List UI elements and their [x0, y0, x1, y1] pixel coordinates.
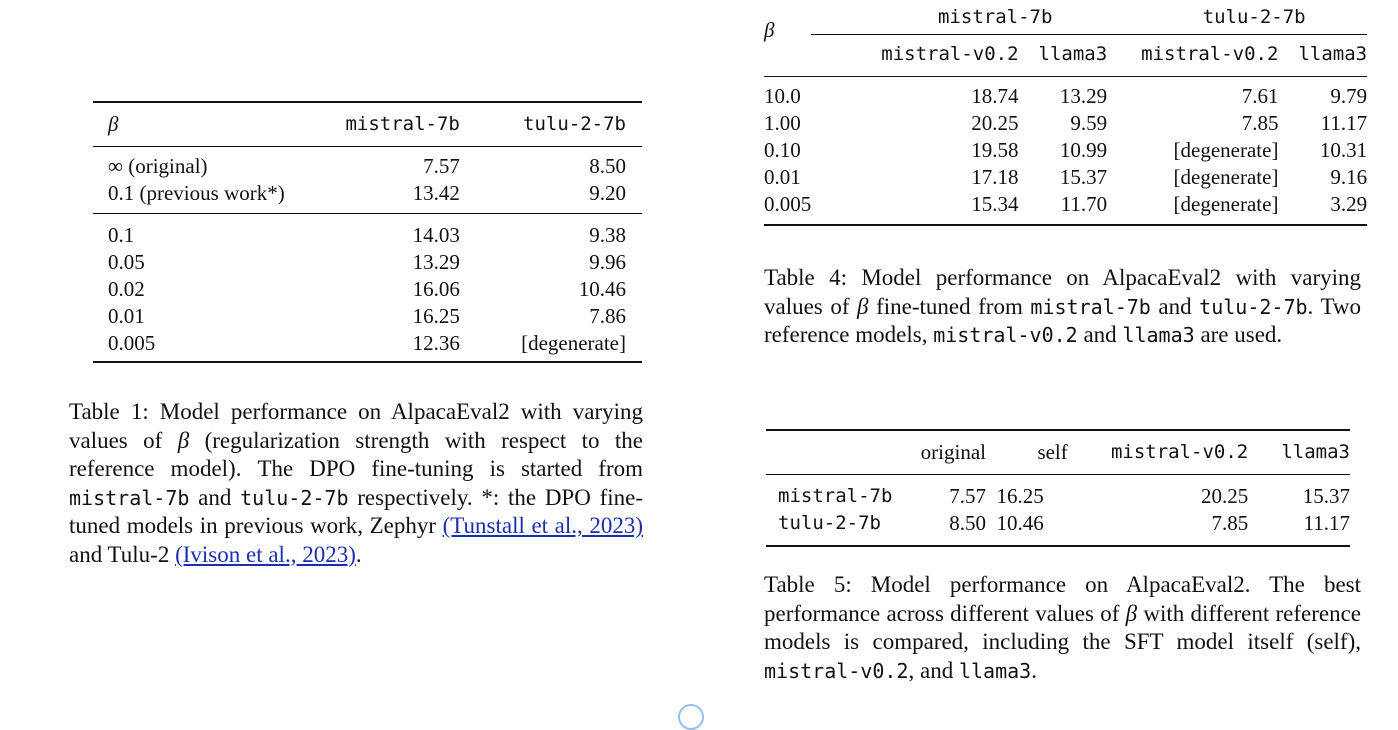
cell: 10.99: [1059, 138, 1108, 162]
table-row: [93, 180, 642, 214]
cell-best: 20.25: [971, 111, 1019, 135]
cell-best: 16.25: [412, 304, 460, 328]
table-row: [766, 510, 1350, 546]
cell: [degenerate]: [1173, 138, 1279, 162]
cell: 20.25: [1201, 484, 1249, 508]
cell: 13.42: [318, 180, 499, 214]
caption-text: and Tulu-2: [69, 541, 176, 567]
table-1: [93, 101, 642, 363]
col-mistral-7b: mistral-7b: [318, 102, 499, 147]
cell: 7.85: [1211, 511, 1249, 535]
row-label: 0.1: [108, 223, 135, 247]
model-name: mistral-v0.2: [764, 658, 909, 683]
model-name: llama3: [958, 658, 1032, 683]
row-label: 0.02: [108, 277, 145, 301]
caption-text: , and: [908, 657, 959, 683]
caption-text: . Two reference models,: [764, 293, 1361, 347]
beta-symbol: β: [177, 427, 190, 453]
row-label: 0.01: [108, 304, 145, 328]
row-label: 0.01: [764, 165, 801, 189]
cell: 7.57: [423, 154, 460, 178]
col-mistral-v0-2: mistral-v0.2: [1068, 430, 1248, 475]
row-label: mistral-7b: [778, 485, 893, 507]
model-name: mistral-7b: [69, 485, 190, 510]
row-label: tulu-2-7b: [778, 512, 881, 534]
cell: 7.61: [1241, 84, 1279, 108]
cell: 19.58: [971, 138, 1019, 162]
table-row: [764, 137, 1367, 164]
table-5-caption: [764, 571, 1361, 685]
model-name: llama3: [1122, 323, 1195, 347]
cell: 9.38: [589, 223, 626, 247]
cell: 9.59: [1070, 111, 1108, 135]
cell-best: 11.17: [1320, 111, 1368, 135]
cell: 11.17: [1303, 511, 1350, 535]
cell: 10.46: [996, 511, 1044, 535]
cell: 9.16: [1330, 165, 1368, 189]
caption-text: and: [189, 484, 241, 510]
col-llama3: llama3: [1278, 35, 1367, 77]
table-row: [93, 303, 642, 330]
row-label: 1.00: [764, 111, 801, 135]
row-label: 0.05: [108, 250, 145, 274]
empty-header: [766, 430, 911, 475]
table-5: [766, 429, 1350, 547]
caption-text: Table 1: Model performance on AlpacaEval2 with varying values of: [69, 399, 643, 453]
col-llama3: llama3: [1019, 35, 1120, 77]
table-row: [764, 77, 1367, 111]
caption-text: are used.: [1194, 322, 1283, 347]
beta-header: β: [764, 0, 811, 77]
group-tulu-2-7b: tulu-2-7b: [1119, 0, 1367, 35]
cell: 12.36: [412, 331, 460, 355]
cell: 16.25: [996, 484, 1044, 508]
col-mistral-v0-2: mistral-v0.2: [811, 35, 1018, 77]
table-row: [93, 330, 642, 362]
model-name: mistral-v0.2: [933, 323, 1078, 347]
model-name: tulu-2-7b: [1199, 294, 1308, 319]
cell: 9.96: [589, 250, 626, 274]
cell: 15.34: [971, 192, 1019, 216]
table-row: [764, 164, 1367, 191]
cell: 9.79: [1330, 84, 1368, 108]
table-4-caption: [764, 264, 1361, 350]
cell: 15.37: [1302, 484, 1350, 508]
cell: 14.03: [412, 223, 460, 247]
model-name: mistral-7b: [1030, 294, 1151, 319]
caption-text: and: [1150, 293, 1200, 319]
table-4: [764, 0, 1367, 226]
cell-best: 10.46: [578, 277, 626, 301]
cell: 9.20: [500, 180, 642, 214]
citation-tunstall-link[interactable]: (Tunstall et al., 2023): [442, 513, 643, 538]
cell: 13.29: [1059, 84, 1108, 108]
beta-header: β: [93, 102, 318, 147]
table-row: [93, 249, 642, 276]
cell: 8.50: [949, 511, 986, 535]
table-row: [93, 147, 642, 181]
caption-text: Table 4: Model performance on AlpacaEval2 with varying values of: [764, 265, 1361, 319]
row-label: 0.005: [764, 192, 812, 216]
cell-best: 7.85: [1241, 111, 1279, 135]
table-row: [93, 276, 642, 303]
table-row: [764, 110, 1367, 137]
caption-text: and: [1077, 322, 1123, 347]
col-llama3: llama3: [1248, 430, 1350, 475]
scroll-indicator-icon: [678, 704, 704, 730]
cell: 10.31: [1319, 138, 1368, 162]
cell-best: 15.37: [1059, 165, 1108, 189]
col-mistral-v0-2: mistral-v0.2: [1119, 35, 1278, 77]
model-name: tulu-2-7b: [240, 485, 349, 510]
caption-text: Table 5: Model performance on AlpacaEval2. The best performance across different values of: [764, 572, 1361, 626]
table-4-header-refs: [764, 35, 1367, 77]
beta-symbol: β: [1125, 600, 1138, 626]
group-mistral-7b: mistral-7b: [811, 0, 1119, 35]
table-5-header: [766, 430, 1350, 475]
col-self: self: [986, 430, 1068, 475]
table-row: [766, 475, 1350, 511]
cell: [degenerate]: [1173, 165, 1279, 189]
cell: 18.74: [971, 84, 1019, 108]
col-tulu-2-7b: tulu-2-7b: [500, 102, 642, 147]
beta-symbol: β: [857, 293, 869, 319]
caption-text: .: [355, 541, 362, 567]
cell: [degenerate]: [521, 331, 626, 355]
cell: 11.70: [1060, 192, 1108, 216]
table-1-header: [93, 102, 642, 147]
table-row: [93, 214, 642, 250]
cell: 3.29: [1330, 192, 1368, 216]
cell: 7.57: [949, 484, 986, 508]
row-label: 0.1 (previous work*): [93, 180, 318, 214]
row-label: 10.0: [764, 84, 801, 108]
cell: 16.06: [412, 277, 460, 301]
col-original: original: [911, 430, 986, 475]
caption-text: respectively. *: the DPO fine-tuned models in previous work, Zephyr: [69, 484, 643, 538]
row-label: ∞ (original): [108, 154, 208, 178]
cell: 17.18: [971, 165, 1019, 189]
cell: 13.29: [412, 250, 460, 274]
table-1-caption: [69, 398, 643, 569]
caption-text: with different reference models is compared, including the SFT model itself (self),: [764, 600, 1361, 654]
caption-text: (regularization strength with respect to the reference model). The DPO fine-tuning is started from: [69, 427, 643, 481]
row-label: 0.005: [108, 331, 156, 355]
cell: 8.50: [589, 154, 626, 178]
caption-text: fine-tuned from: [868, 293, 1031, 319]
cell: [degenerate]: [1173, 192, 1279, 216]
citation-ivison-link[interactable]: (Ivison et al., 2023): [175, 541, 356, 567]
row-label: 0.10: [764, 138, 801, 162]
caption-text: .: [1031, 657, 1037, 683]
table-4-header-groups: [764, 0, 1367, 35]
table-row: [764, 191, 1367, 225]
cell: 7.86: [589, 304, 626, 328]
